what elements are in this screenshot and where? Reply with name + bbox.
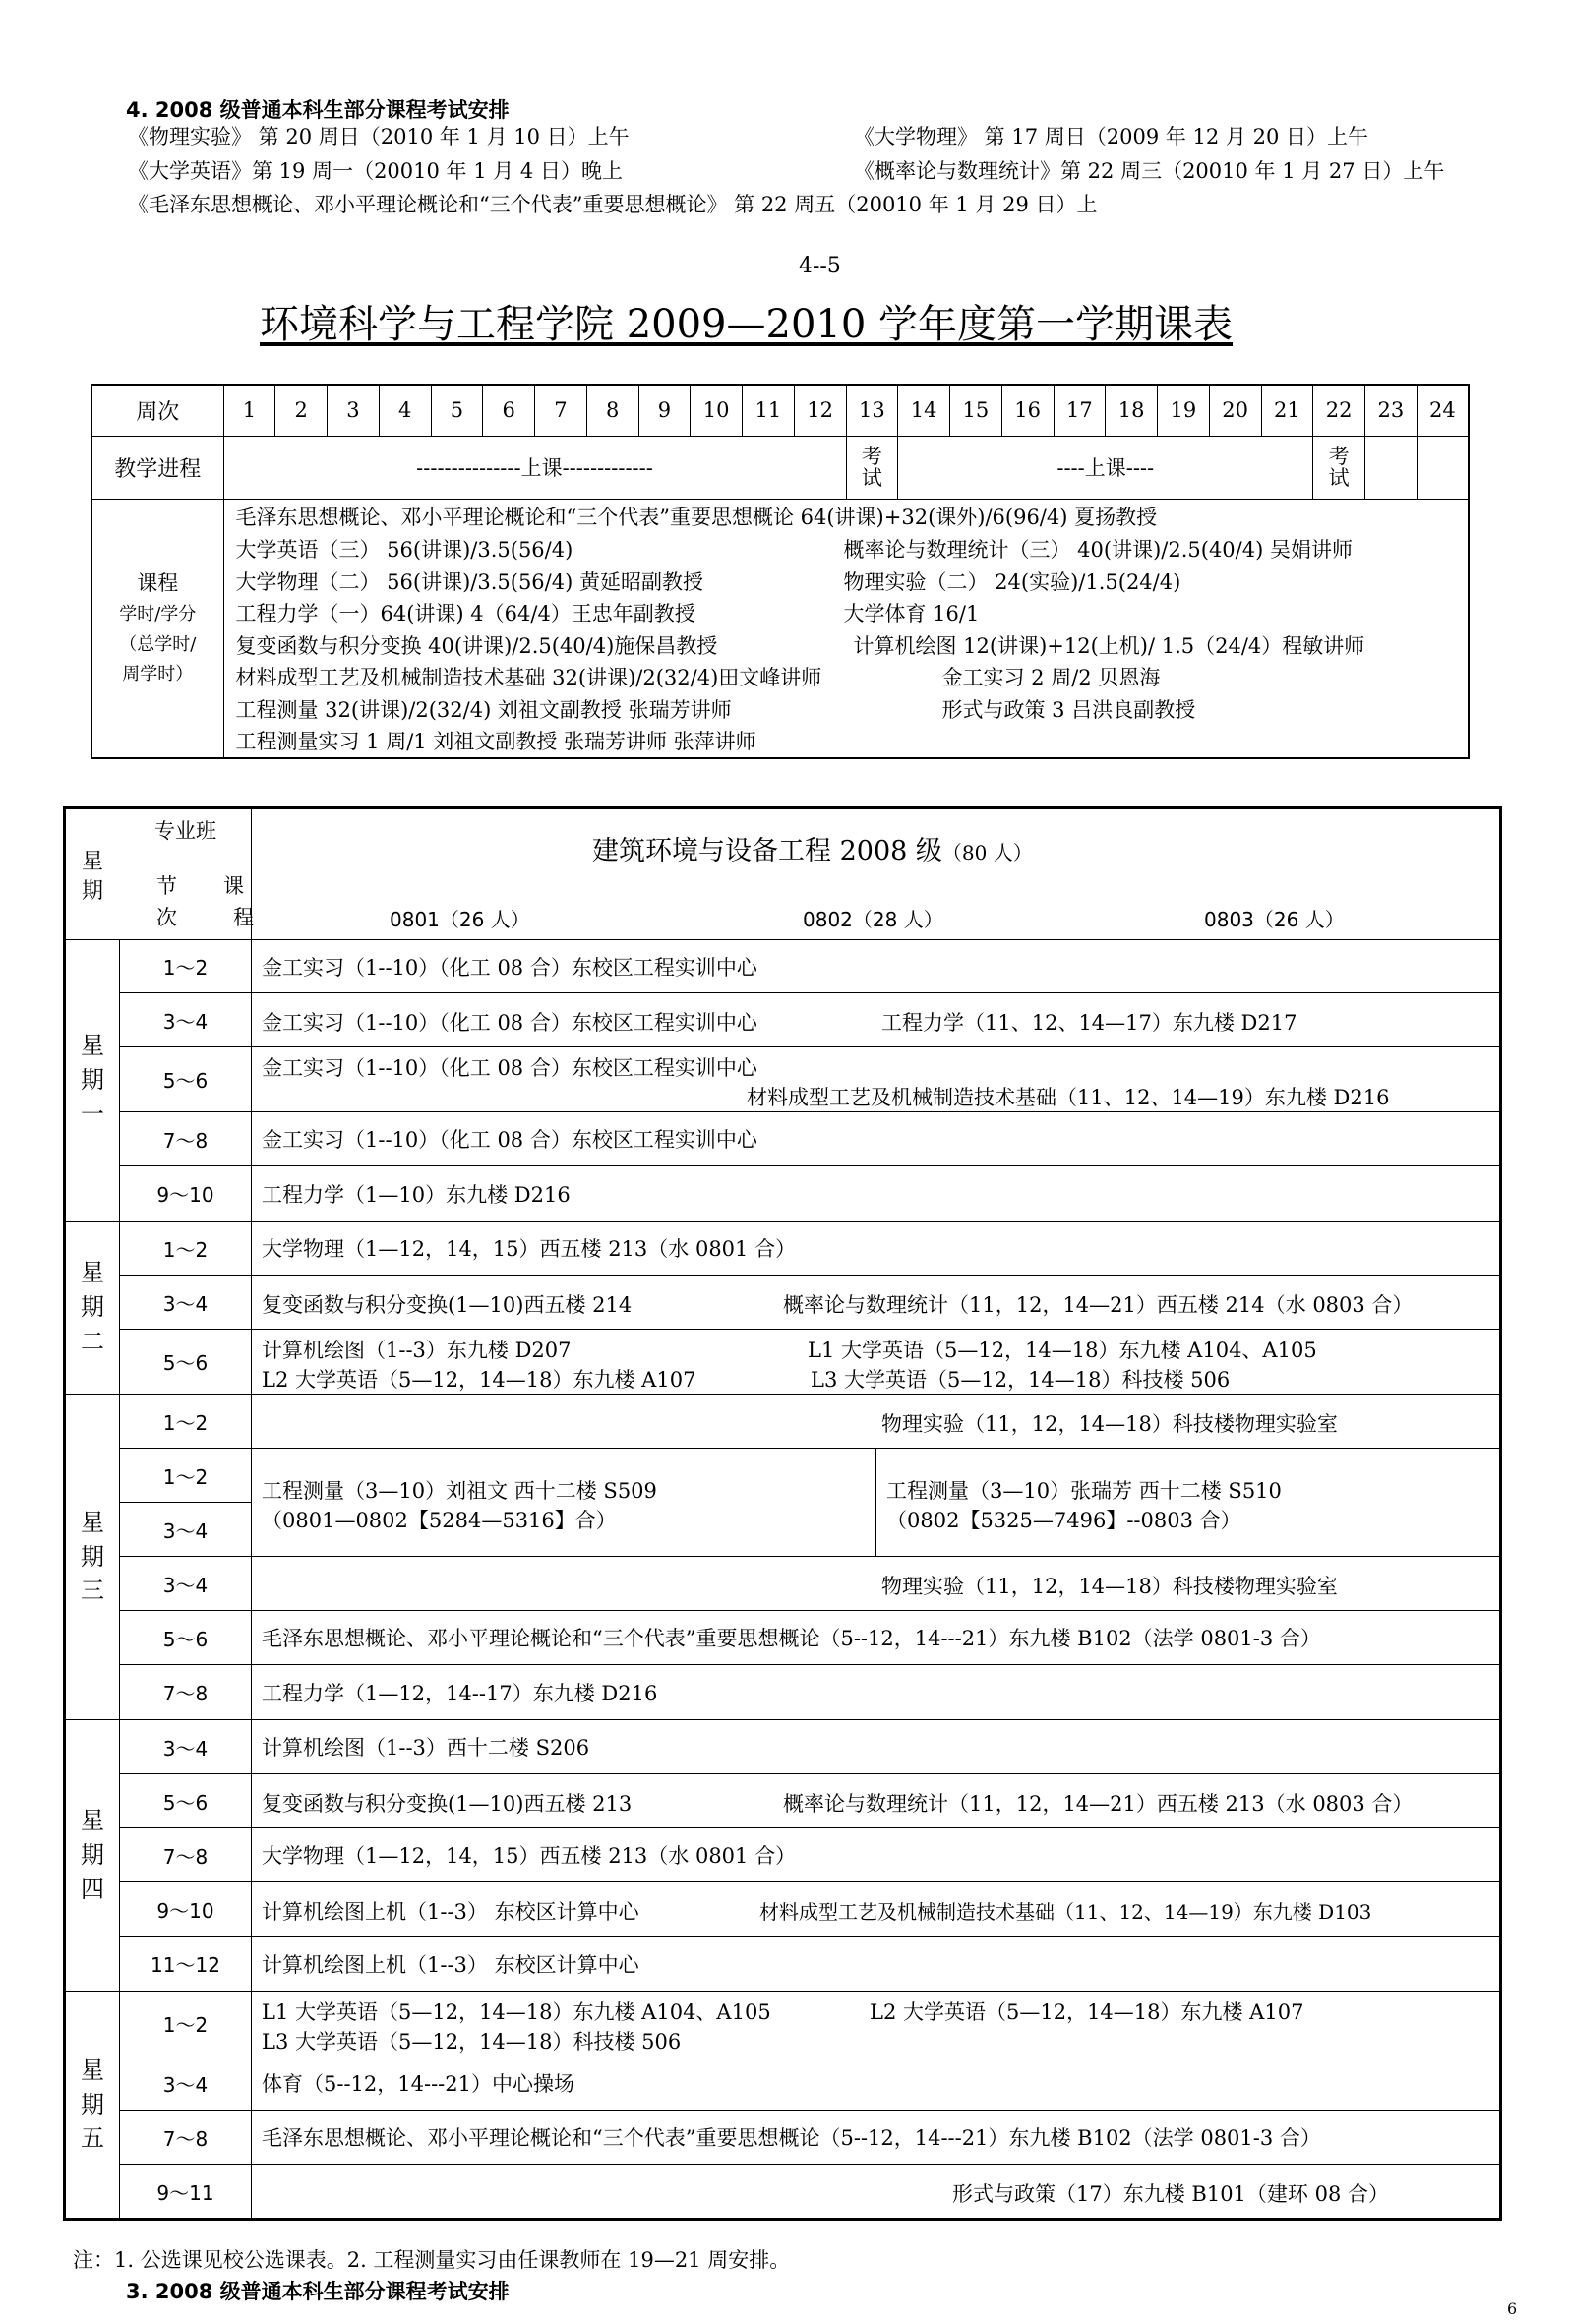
period-slot: 5～6: [120, 1774, 252, 1828]
schedule-entry: 计算机绘图上机（1--3） 东校区计算中心: [262, 1900, 639, 1924]
corner-day-label: 期: [82, 879, 104, 904]
schedule-entry: 概率论与数理统计（11，12，14—21）西五楼 213（水 0803 合）: [783, 1792, 1414, 1816]
period-slot: 3～4: [120, 1503, 252, 1557]
week-cell: 21: [1261, 385, 1313, 436]
corner-major-label: 专业班: [154, 819, 216, 843]
period-slot: 5～6: [120, 1611, 252, 1665]
class-phase-2: ----上课----: [898, 436, 1313, 499]
schedule-cell: [252, 1276, 1501, 1330]
corner-label: 节: [156, 874, 177, 898]
week-cell: 14: [898, 385, 950, 436]
week-cell: 20: [1209, 385, 1261, 436]
progress-label: 教学进程: [91, 436, 223, 499]
period-slot: 7～8: [120, 1665, 252, 1720]
course-item: 毛泽东思想概论、邓小平理论概论和“三个代表”重要思想概论 64(讲课)+32(课外)/6(96/4) 夏扬教授: [235, 505, 1158, 529]
progress-row: [91, 436, 1469, 499]
course-item: 大学体育 16/1: [843, 601, 980, 626]
table-row: [65, 1828, 1501, 1882]
week-cell: 4: [379, 385, 431, 436]
table-row: [65, 1992, 1501, 2056]
period-slot: 1～2: [120, 1449, 252, 1503]
table-row: [65, 1276, 1501, 1330]
course-item: 工程测量 32(讲课)/2(32/4) 刘祖文副教授 张瑞芳讲师: [235, 697, 732, 722]
weeks-row: [91, 385, 1469, 436]
schedule-cell: [252, 993, 1501, 1047]
table-row: [65, 1166, 1501, 1222]
period-slot: 5～6: [120, 1047, 252, 1112]
courses-label: 课程 学时/学分 （总学时/ 周学时）: [91, 499, 223, 758]
table-row: [65, 993, 1501, 1047]
table-row: [65, 1720, 1501, 1774]
footnote: 注：1. 公选课见校公选课表。2. 工程测量实习由任课教师在 19—21 周安排。: [73, 2248, 791, 2272]
schedule-entry: 物理实验（11，12，14—18）科技楼物理实验室: [881, 1575, 1338, 1598]
week-cell: 19: [1158, 385, 1210, 436]
week-cell: 3: [328, 385, 380, 436]
schedule-cell: 计算机绘图上机（1--3） 东校区计算中心: [252, 1937, 1501, 1992]
day-friday: 星 期 五: [65, 1992, 120, 2220]
schedule-entry: L1 大学英语（5—12，14—18）东九楼 A104、A105: [808, 1338, 1317, 1362]
day-tuesday: 星 期 二: [65, 1222, 120, 1395]
schedule-entry: 金工实习（1--10）（化工 08 合）东校区工程实训中心: [262, 1011, 757, 1035]
exam-line: 《物理实验》 第 20 周日（2010 年 1 月 10 日）上午: [128, 125, 630, 149]
period-slot: 3～4: [120, 1557, 252, 1611]
table-row: [65, 1330, 1501, 1395]
schedule-cell: [252, 2165, 1501, 2220]
schedule-entry: 工程力学（11、12、14—17）东九楼 D217: [881, 1011, 1297, 1035]
schedule-cell: 大学物理（1—12，14，15）西五楼 213（水 0801 合）: [252, 1222, 1501, 1276]
table-row: [65, 1047, 1501, 1112]
schedule-cell: 毛泽东思想概论、邓小平理论概论和“三个代表”重要思想概论（5--12，14---21）东九楼 B102（法学 0801-3 合）: [252, 2111, 1501, 2165]
table-row: [65, 1449, 1501, 1503]
period-slot: 1～2: [120, 1992, 252, 2056]
week-cell: 1: [223, 385, 275, 436]
schedule-cell: [252, 1557, 1501, 1611]
period-slot: 3～4: [120, 1276, 252, 1330]
table-row: [65, 2165, 1501, 2220]
schedule-entry: 计算机绘图（1--3）东九楼 D207: [262, 1338, 572, 1362]
period-slot: 1～2: [120, 940, 252, 993]
week-cell: 22: [1313, 385, 1365, 436]
schedule-cell: [876, 1449, 1501, 1557]
exam-line: 《大学物理》 第 17 周日（2009 年 12 月 20 日）上午: [854, 125, 1369, 149]
exam-line: 《概率论与数理统计》第 22 周三（20010 年 1 月 27 日）上午: [854, 159, 1445, 183]
course-item: 金工实习 2 周/2 贝恩海: [941, 665, 1161, 689]
period-slot: 1～2: [120, 1395, 252, 1449]
course-item: 形式与政策 3 吕洪良副教授: [941, 697, 1196, 722]
schedule-entry: L2 大学英语（5—12，14—18）东九楼 A107: [870, 1999, 1304, 2024]
week-cell: 12: [794, 385, 846, 436]
schedule-entry: （0801—0802【5284—5316】合）: [262, 1508, 617, 1532]
course-item: 大学英语（三） 56(讲课)/3.5(56/4): [235, 537, 573, 562]
corner-label: 程: [233, 906, 254, 929]
schedule-cell: 金工实习（1--10）（化工 08 合）东校区工程实训中心: [252, 1112, 1501, 1166]
schedule-cell: 工程力学（1—12，14--17）东九楼 D216: [252, 1665, 1501, 1720]
schedule-entry: 工程测量（3—10）刘祖文 西十二楼 S509: [262, 1478, 657, 1503]
table-row: [65, 2056, 1501, 2111]
period-slot: 5～6: [120, 1330, 252, 1395]
course-item: 复变函数与积分变换 40(讲课)/2.5(40/4)施保昌教授: [235, 633, 718, 658]
schedule-entry: 工程测量（3—10）张瑞芳 西十二楼 S510: [886, 1478, 1282, 1503]
schedule-cell: 体育（5--12，14---21）中心操场: [252, 2056, 1501, 2111]
schedule-entry: L1 大学英语（5—12，14—18）东九楼 A104、A105: [262, 1999, 771, 2024]
day-thursday: 星 期 四: [65, 1720, 120, 1992]
page-title: 环境科学与工程学院 2009—2010 学年度第一学期课表: [260, 302, 1234, 347]
class-0803: 0803（26 人）: [1204, 908, 1345, 931]
table-row: [65, 1882, 1501, 1937]
corner-day-label: 星: [82, 850, 104, 874]
week-cell: 18: [1106, 385, 1158, 436]
day-wednesday: 星 期 三: [65, 1395, 120, 1720]
week-cell: 5: [431, 385, 483, 436]
period-slot: 7～8: [120, 1828, 252, 1882]
schedule-entry: 物理实验（11，12，14—18）科技楼物理实验室: [881, 1412, 1338, 1436]
exam-line: 《大学英语》第 19 周一（20010 年 1 月 4 日）晚上: [128, 159, 623, 183]
course-item: 工程测量实习 1 周/1 刘祖文副教授 张瑞芳讲师 张萍讲师: [235, 729, 756, 753]
schedule-entry: 复变函数与积分变换(1—10)西五楼 213: [262, 1792, 633, 1816]
week-cell: 6: [483, 385, 535, 436]
period-slot: 9～11: [120, 2165, 252, 2220]
course-item: 计算机绘图 12(讲课)+12(上机)/ 1.5（24/4）程敏讲师: [853, 633, 1365, 658]
schedule-cell: [252, 1330, 1501, 1395]
week-empty: [1365, 436, 1418, 499]
period-slot: 1～2: [120, 1222, 252, 1276]
table-row: [65, 1665, 1501, 1720]
schedule-entry: 材料成型工艺及机械制造技术基础（11、12、14—19）东九楼 D103: [759, 1900, 1372, 1924]
table-row: [65, 1774, 1501, 1828]
table-row: [65, 1222, 1501, 1276]
courses-row: [91, 499, 1469, 758]
courses-list: [223, 499, 1469, 758]
weekly-timetable: [63, 806, 1502, 2221]
schedule-entry: 金工实习（1--10）（化工 08 合）东校区工程实训中心: [262, 1055, 757, 1080]
schedule-cell: [252, 1882, 1501, 1937]
period-slot: 3～4: [120, 2056, 252, 2111]
day-monday: 星 期 一: [65, 940, 120, 1222]
week-cell: 24: [1417, 385, 1469, 436]
table-row: [65, 1112, 1501, 1166]
week-cell: 7: [535, 385, 587, 436]
week-cell: 2: [275, 385, 328, 436]
corner-label: 课: [223, 874, 244, 898]
table-row: [65, 1937, 1501, 1992]
footnote-heading: 3. 2008 级普通本科生部分课程考试安排: [126, 2280, 510, 2303]
week-cell: 17: [1054, 385, 1106, 436]
course-item: 大学物理（二） 56(讲课)/3.5(56/4) 黄延昭副教授: [235, 569, 703, 594]
exam-phase-1: 考 试: [846, 436, 898, 499]
schedule-cell: [252, 1449, 876, 1557]
page-subtitle: 4--5: [799, 254, 841, 278]
header-corner: [65, 808, 252, 940]
period-slot: 7～8: [120, 2111, 252, 2165]
weeks-label: 周次: [91, 385, 223, 436]
schedule-cell: [252, 1774, 1501, 1828]
week-cell: 11: [743, 385, 795, 436]
course-item: 物理实验（二） 24(实验)/1.5(24/4): [843, 569, 1181, 594]
week-cell: 8: [586, 385, 638, 436]
table-row: [65, 1395, 1501, 1449]
major-title: 建筑环境与设备工程 2008 级（80 人）: [592, 836, 1033, 866]
schedule-entry: 材料成型工艺及机械制造技术基础（11、12、14—19）东九楼 D216: [747, 1085, 1390, 1109]
page-number: 6: [1507, 2299, 1518, 2318]
week-cell: 15: [950, 385, 1002, 436]
class-0802: 0802（28 人）: [803, 908, 943, 931]
schedule-cell: 毛泽东思想概论、邓小平理论概论和“三个代表”重要思想概论（5--12，14---21）东九楼 B102（法学 0801-3 合）: [252, 1611, 1501, 1665]
schedule-entry: L3 大学英语（5—12，14—18）科技楼 506: [811, 1367, 1231, 1392]
week-cell: 9: [638, 385, 691, 436]
major-header: [252, 808, 1501, 940]
table-row: [65, 940, 1501, 993]
corner-label: 次: [156, 906, 177, 929]
schedule-cell: [252, 1992, 1501, 2056]
period-slot: 3～4: [120, 1720, 252, 1774]
class-phase-1: ---------------上课-------------: [223, 436, 846, 499]
schedule-entry: L3 大学英语（5—12，14—18）科技楼 506: [262, 2029, 682, 2054]
schedule-entry: 概率论与数理统计（11，12，14—21）西五楼 214（水 0803 合）: [783, 1293, 1414, 1317]
schedule-cell: 计算机绘图（1--3）西十二楼 S206: [252, 1720, 1501, 1774]
period-slot: 9～10: [120, 1882, 252, 1937]
exam-heading: 4. 2008 级普通本科生部分课程考试安排: [126, 98, 510, 122]
table-row: [65, 2111, 1501, 2165]
course-item: 概率论与数理统计（三） 40(讲课)/2.5(40/4) 吴娟讲师: [843, 537, 1353, 562]
period-slot: 11～12: [120, 1937, 252, 1992]
schedule-entry: 形式与政策（17）东九楼 B101（建环 08 合）: [952, 2182, 1389, 2206]
period-slot: 3～4: [120, 993, 252, 1047]
class-0801: 0801（26 人）: [390, 908, 530, 931]
exam-phase-2: 考 试: [1313, 436, 1365, 499]
course-item: 材料成型工艺及机械制造技术基础 32(讲课)/2(32/4)田文峰讲师: [235, 665, 822, 689]
week-cell: 23: [1365, 385, 1418, 436]
week-cell: 13: [846, 385, 898, 436]
week-cell: 10: [691, 385, 743, 436]
period-slot: 7～8: [120, 1112, 252, 1166]
timetable-header-row: [65, 808, 1501, 940]
schedule-entry: 复变函数与积分变换(1—10)西五楼 214: [262, 1293, 633, 1317]
week-empty: [1417, 436, 1469, 499]
schedule-cell: 金工实习（1--10）（化工 08 合）东校区工程实训中心: [252, 940, 1501, 993]
schedule-cell: 工程力学（1—10）东九楼 D216: [252, 1166, 1501, 1222]
course-item: 工程力学（一）64(讲课) 4（64/4）王忠年副教授: [235, 601, 695, 626]
schedule-cell: [252, 1047, 1501, 1112]
schedule-cell: [252, 1395, 1501, 1449]
semester-overview-table: [91, 384, 1470, 759]
table-row: [65, 1611, 1501, 1665]
schedule-cell: 大学物理（1—12，14，15）西五楼 213（水 0801 合）: [252, 1828, 1501, 1882]
exam-line: 《毛泽东思想概论、邓小平理论概论和“三个代表”重要思想概论》 第 22 周五（20010 年 1 月 29 日）上: [128, 193, 1098, 216]
period-slot: 9～10: [120, 1166, 252, 1222]
table-row: [65, 1557, 1501, 1611]
week-cell: 16: [1001, 385, 1054, 436]
schedule-entry: （0802【5325—7496】--0803 合）: [886, 1508, 1241, 1532]
schedule-entry: L2 大学英语（5—12，14—18）东九楼 A107: [262, 1367, 696, 1392]
